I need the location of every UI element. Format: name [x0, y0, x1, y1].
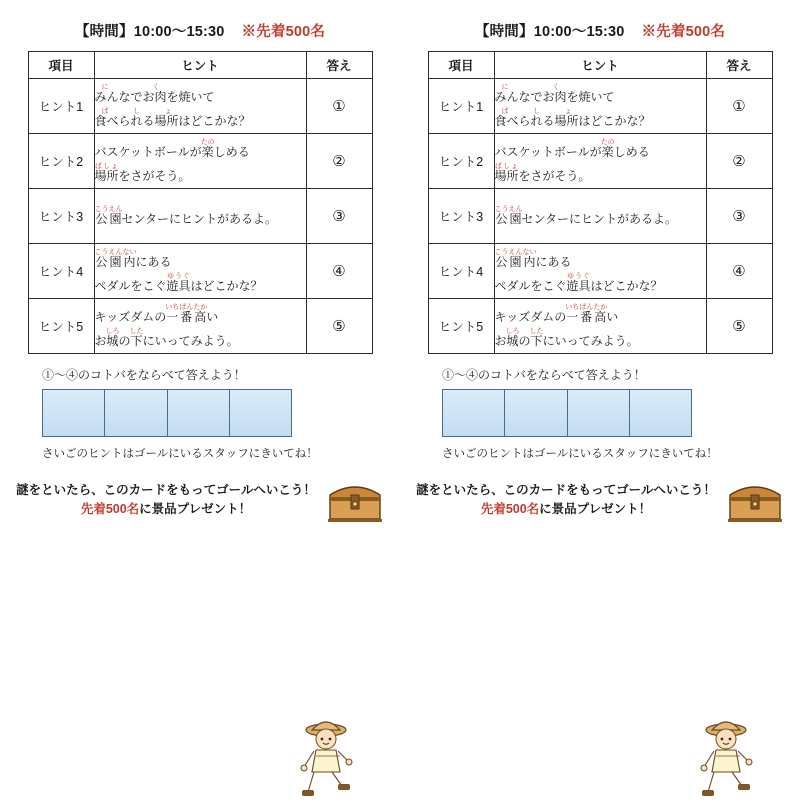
hint-text: キッズダムの一番高いちばんたかい お城しろの下したにいってみよう。 [94, 299, 306, 354]
hint-label: ヒント1 [28, 79, 94, 134]
footer-prize-suffix: に景品プレゼント！ [139, 502, 252, 516]
hint-label: ヒント2 [428, 134, 494, 189]
hint-text: 公園内こうえんないにある ペダルをこぐ遊具ゆうぐはどこかな？ [94, 244, 306, 299]
answer-box-1[interactable] [43, 390, 105, 436]
ruby-yuugu: 遊具ゆうぐ [166, 272, 191, 293]
answer-marker: ③ [306, 189, 372, 244]
ruby-kouen: 公園こうえん [94, 205, 123, 226]
answer-section [418, 366, 782, 461]
table-row [28, 244, 372, 299]
answer-marker: ① [306, 79, 372, 134]
instruction-text: ①～④のコトバをならべて答えよう！ [442, 368, 646, 382]
card-header [418, 20, 782, 41]
answer-box-2[interactable] [505, 390, 567, 436]
footer-prize-count: 先着500名 [480, 502, 540, 516]
table-row [428, 244, 772, 299]
treasure-chest-icon [726, 477, 784, 523]
ruby-basho: 食べられる場所ばしょ [494, 107, 579, 128]
header-limit-note: ※先着500名 [641, 24, 726, 40]
staff-note: さいごのヒントはゴールにいるスタッフにきいてね！ [42, 448, 318, 460]
card-header [18, 20, 382, 41]
hint-text: バスケットボールが楽たのしめる 場所ばしょをさがそう。 [494, 134, 706, 189]
ruby-shiro: 城しろ [505, 327, 520, 348]
footer-line-2 [16, 500, 316, 519]
hint-text: バスケットボールが楽たのしめる 場所ばしょをさがそう。 [94, 134, 306, 189]
explorer-character-icon [692, 710, 764, 806]
ruby-shita: 下した [529, 327, 544, 348]
ruby-shiro: 城しろ [105, 327, 120, 348]
ruby-basho: 場所ばしょ [94, 162, 119, 183]
footer-banner [418, 477, 782, 523]
answer-box-4[interactable] [630, 390, 691, 436]
answer-box-4[interactable] [230, 390, 291, 436]
answer-box-1[interactable] [443, 390, 505, 436]
answer-marker: ③ [706, 189, 772, 244]
table-row [28, 79, 372, 134]
footer-banner [18, 477, 382, 523]
ruby-tano: 楽たの [200, 138, 215, 159]
hint-text: みんなでお肉にくを焼いて 食べられる場所ばしょはどこかな？ [94, 79, 306, 134]
hint-label: ヒント4 [428, 244, 494, 299]
answer-boxes[interactable] [442, 389, 692, 437]
hint-label: ヒント3 [428, 189, 494, 244]
header-time: 【時間】10:00～15:30 [74, 24, 225, 40]
answer-box-2[interactable] [105, 390, 167, 436]
column-header-hint: ヒント [494, 52, 706, 79]
hints-table [428, 51, 773, 354]
ruby-tano: 楽たの [600, 138, 615, 159]
ruby-basho: 食べられる場所ばしょ [94, 107, 179, 128]
header-time: 【時間】10:00～15:30 [474, 24, 625, 40]
hint-label: ヒント1 [428, 79, 494, 134]
treasure-chest-icon [326, 477, 384, 523]
hint-text: 公園こうえんセンターにヒントがあるよ。 [94, 189, 306, 244]
hint-text: キッズダムの一番高いちばんたかい お城しろの下したにいってみよう。 [494, 299, 706, 354]
footer-prize-count: 先着500名 [80, 502, 140, 516]
ruby-niku: みんなでお肉にく [494, 83, 567, 104]
answer-marker: ④ [306, 244, 372, 299]
answer-marker: ⑤ [706, 299, 772, 354]
table-header-row [428, 52, 772, 79]
explorer-character-icon [292, 710, 364, 806]
header-limit-note: ※先着500名 [241, 24, 326, 40]
footer-message [16, 481, 316, 519]
table-row [28, 299, 372, 354]
answer-marker: ② [706, 134, 772, 189]
column-header-hint: ヒント [94, 52, 306, 79]
footer-prize-suffix: に景品プレゼント！ [539, 502, 652, 516]
hint-label: ヒント2 [28, 134, 94, 189]
hint-text: 公園こうえんセンターにヒントがあるよ。 [494, 189, 706, 244]
footer-message [416, 481, 716, 519]
hint-label: ヒント5 [428, 299, 494, 354]
answer-marker: ① [706, 79, 772, 134]
answer-marker: ④ [706, 244, 772, 299]
ruby-niku: みんなでお肉にく [94, 83, 167, 104]
ruby-shita: 下した [129, 327, 144, 348]
answer-marker: ② [306, 134, 372, 189]
quiz-card-right [400, 0, 800, 550]
staff-note: さいごのヒントはゴールにいるスタッフにきいてね！ [442, 448, 718, 460]
column-header-answer: 答え [706, 52, 772, 79]
ruby-ichibantakai: 一番高いちばんたか [565, 303, 608, 324]
hint-text: 公園内こうえんないにある ペダルをこぐ遊具ゆうぐはどこかな？ [494, 244, 706, 299]
quiz-card-left [0, 0, 400, 550]
table-row [28, 134, 372, 189]
hints-table [28, 51, 373, 354]
hint-text: みんなでお肉にくを焼いて 食べられる場所ばしょはどこかな？ [494, 79, 706, 134]
table-row [428, 79, 772, 134]
table-row [428, 299, 772, 354]
table-row [428, 134, 772, 189]
answer-marker: ⑤ [306, 299, 372, 354]
ruby-yuugu: 遊具ゆうぐ [566, 272, 591, 293]
answer-box-3[interactable] [568, 390, 630, 436]
footer-line-1: 謎をといたら、このカードをもってゴールへいこう！ [16, 483, 316, 498]
footer-line-1: 謎をといたら、このカードをもってゴールへいこう！ [416, 483, 716, 498]
ruby-kouen: 公園こうえん [494, 205, 523, 226]
hint-label: ヒント5 [28, 299, 94, 354]
ruby-kouennai: 公園内こうえんない [94, 248, 137, 269]
column-header-item: 項目 [28, 52, 94, 79]
answer-box-3[interactable] [168, 390, 230, 436]
column-header-item: 項目 [428, 52, 494, 79]
answer-boxes[interactable] [42, 389, 292, 437]
instruction-text: ①～④のコトバをならべて答えよう！ [42, 368, 246, 382]
ruby-kouennai: 公園内こうえんない [494, 248, 537, 269]
table-header-row [28, 52, 372, 79]
footer-line-2 [416, 500, 716, 519]
hint-label: ヒント4 [28, 244, 94, 299]
ruby-ichibantakai: 一番高いちばんたか [165, 303, 208, 324]
ruby-basho: 場所ばしょ [494, 162, 519, 183]
hint-label: ヒント3 [28, 189, 94, 244]
table-row [428, 189, 772, 244]
column-header-answer: 答え [306, 52, 372, 79]
table-row [28, 189, 372, 244]
answer-section [18, 366, 382, 461]
